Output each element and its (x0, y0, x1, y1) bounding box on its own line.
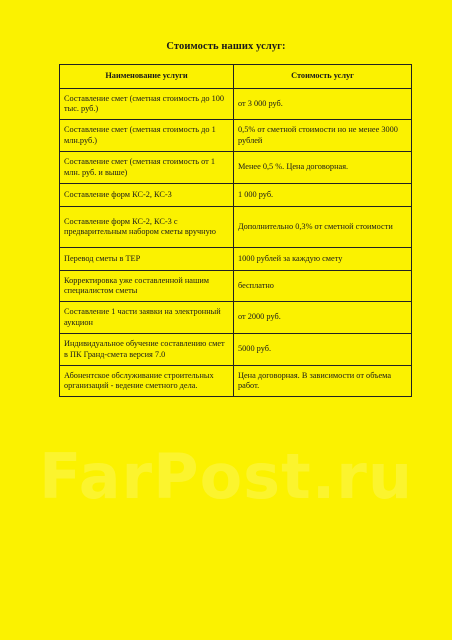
service-cell: Абонентское обслуживание строительных организаций - ведение сметного дела. (60, 366, 234, 397)
table-header-row (60, 65, 412, 89)
page-title: Стоимость наших услуг: (166, 41, 286, 52)
price-cell: от 2000 руб. (234, 302, 412, 334)
price-cell: бесплатно (234, 271, 412, 302)
service-cell: Составление 1 части заявки на электронный аукцион (60, 302, 234, 334)
price-cell: 0,5% от сметной стоимости но не менее 3000 рублей (234, 120, 412, 152)
table-row (60, 334, 412, 366)
table-row (60, 120, 412, 152)
service-cell: Составление смет (сметная стоимость до 100 тыс. руб.) (60, 89, 234, 120)
price-cell: Дополнительно 0,3% от сметной стоимости (234, 207, 412, 248)
service-cell: Составление смет (сметная стоимость до 1 млн.руб.) (60, 120, 234, 152)
table-row (60, 207, 412, 248)
column-header-service: Наименование услуги (60, 65, 234, 89)
price-cell: 1000 рублей за каждую смету (234, 248, 412, 271)
table-row (60, 248, 412, 271)
price-cell: от 3 000 руб. (234, 89, 412, 120)
table-row (60, 271, 412, 302)
price-cell: Цена договорная. В зависимости от объема работ. (234, 366, 412, 397)
price-cell: 5000 руб. (234, 334, 412, 366)
price-cell: Менее 0,5 %. Цена договорная. (234, 152, 412, 184)
table-row (60, 184, 412, 207)
price-cell: 1 000 руб. (234, 184, 412, 207)
service-cell: Составление форм КС-2, КС-3 с предварительным набором сметы вручную (60, 207, 234, 248)
table-row (60, 366, 412, 397)
service-cell: Составление смет (сметная стоимость от 1 млн. руб. и выше) (60, 152, 234, 184)
table-row (60, 152, 412, 184)
service-cell: Корректировка уже составленной нашим специалистом сметы (60, 271, 234, 302)
service-cell: Перевод сметы в ТЕР (60, 248, 234, 271)
service-cell: Составление форм КС-2, КС-3 (60, 184, 234, 207)
farpost-watermark: FarPost.ru (39, 440, 413, 513)
table-row (60, 302, 412, 334)
service-cell: Индивидуальное обучение составлению смет в ПК Гранд-смета версия 7.0 (60, 334, 234, 366)
column-header-price: Стоимость услуг (234, 65, 412, 89)
table-row (60, 89, 412, 120)
price-table (59, 64, 412, 397)
